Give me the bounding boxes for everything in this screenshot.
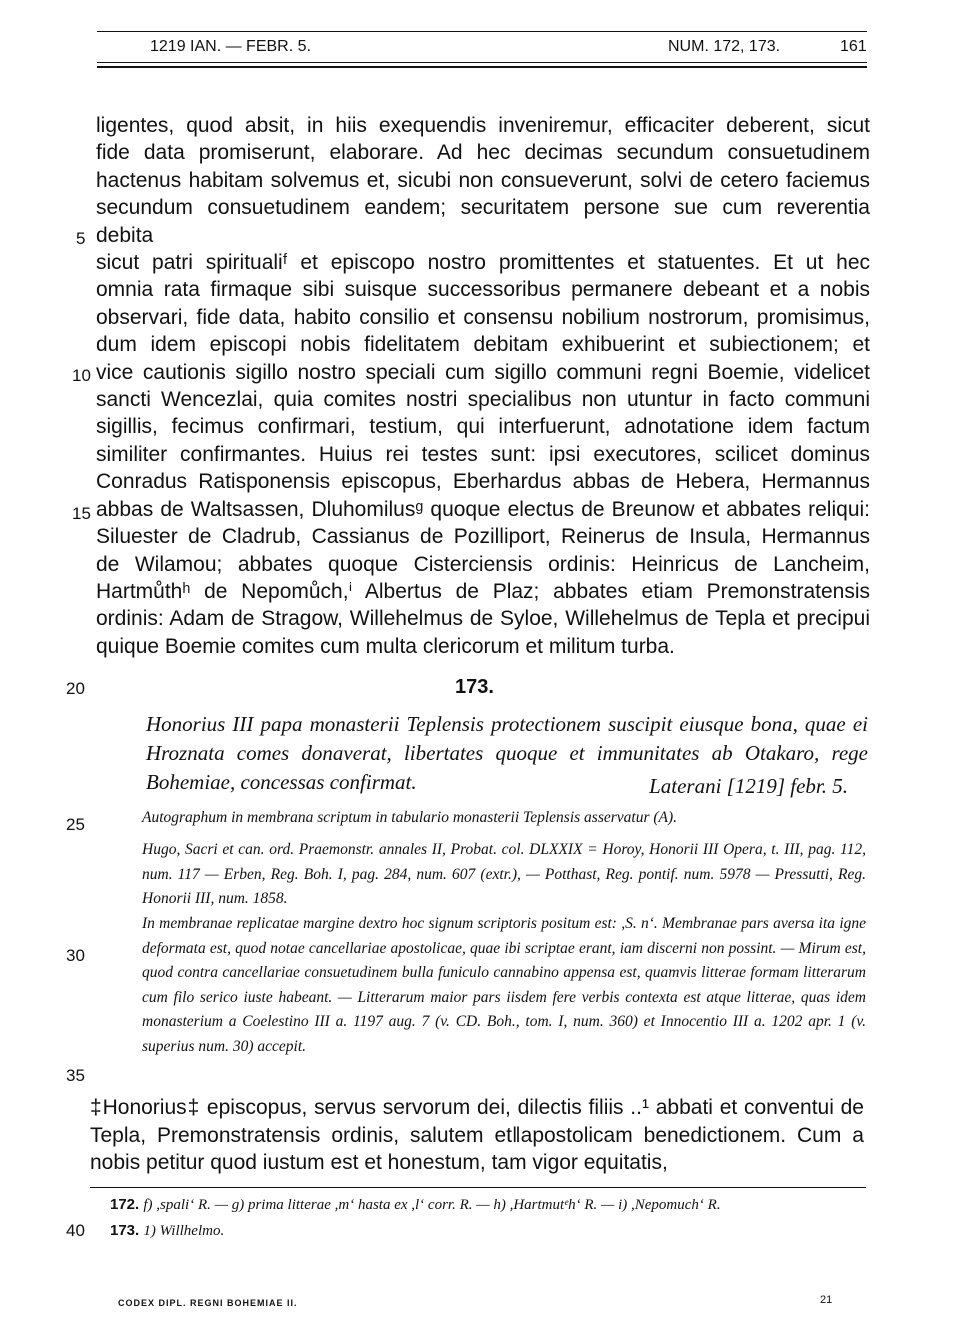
regest <box>146 710 868 797</box>
note-source <box>142 806 866 831</box>
body-line: hactenus habitam solvemus et, sicubi non consueverunt, solvi de cetero faciemus <box>96 168 870 192</box>
body-line: Hartmůthʰ de Nepomůch,ⁱ Albertus de Plaz; abbates etiam Premonstratensis <box>96 579 870 603</box>
body-line: ordinis: Adam de Stragow, Willehelmus de Syloe, Willehelmus de Tepla et precipui <box>96 607 870 631</box>
note-text: In membranae replicatae margine dextro hoc signum scriptoris positum est: ,S. n‘. Membranae pars aversa ita igne deformata est, quod notae cancellariae apostolicae, quae ibi scriptae erant, iam discerni non possint. — Mirum est, quod contra cancellariae consuetudinem bulla funiculo cannabino appensa est, quamvis litterae formam litterarum cum filo serico iuste habeant. — Litterarum maior pars iisdem fere verbis contexta est atque litterae, quas idem monasterium a Coelestino III a. 1197 aug. 7 (v. CD. Boh., tom. I, num. 360) et Innocentio III a. 1202 apr. 1 (v. superius num. 30) accepit. <box>142 915 866 1055</box>
footnote-text: 1) Willhelmo. <box>143 1223 225 1239</box>
body-line: fide data promiserunt, elaborare. Ad hec decimas secundum consuetudinem <box>96 141 870 165</box>
body-line: Conradus Ratisponensis episcopus, Eberhardus abbas de Hebera, Hermannus <box>96 470 870 494</box>
body-line: vice cautionis sigillo nostro speciali cum sigillo communi regni Boemie, videlicet <box>96 360 870 384</box>
line-number: 15 <box>72 504 91 523</box>
running-head-left: 1219 IAN. — FEBR. 5. <box>150 38 311 55</box>
header-rule-top <box>97 31 867 32</box>
footnotes <box>110 1192 866 1244</box>
line-number: 30 <box>66 946 85 965</box>
body-line: Siluester de Cladrub, Cassianus de Pozilliport, Reinerus de Insula, Hermannus <box>96 525 870 549</box>
body-line: ligentes, quod absit, in hiis exequendis inveniremur, efficaciter deberent, sicut <box>96 114 870 137</box>
note-editions <box>142 838 866 912</box>
body-line: dum idem episcopi nobis fidelitatem debitam exhibuerint et subiectionem; et <box>96 333 870 357</box>
footnote-rule <box>90 1187 866 1188</box>
line-number: 40 <box>66 1221 85 1240</box>
line-number: 35 <box>66 1066 85 1085</box>
body-line: de Wilamou; abbates quoque Cisterciensis ordinis: Heinricus de Lancheim, <box>96 552 870 576</box>
header-rule <box>97 62 867 63</box>
body-line: quique Boemie comites cum multa clericorum et militum turba. <box>96 634 675 658</box>
line-number: 5 <box>76 229 86 248</box>
body-line: sicut patri spiritualiᶠ et episcopo nostro promittentes et statuentes. Et ut hec <box>96 251 870 275</box>
footnote-label: 173. <box>110 1222 140 1239</box>
body-lines <box>96 112 870 660</box>
note-text: Hugo, Sacri et can. ord. Praemonstr. annales II, Probat. col. DLXXIX = Horoy, Honorii III Opera, t. III, pag. 112, num. 117 — Erben, Reg. Boh. I, pag. 284, num. 607 (extr.), — Potthast, Reg. pontif. num. 5978 — Pressutti, Reg. Honorii III, num. 1858. <box>142 841 866 907</box>
note-text: Autographum in membrana scriptum in tabulario monasterii Teplensis asservatur (A). <box>142 809 678 826</box>
regest-date: Laterani [1219] febr. 5. <box>649 774 848 798</box>
note-description <box>142 912 866 1059</box>
charter-text: ‡Honorius‡ episcopus, servus servorum dei, dilectis filiis ..¹ abbati et conventui de Tepla, Premonstratensis ordinis, salutem et‖apostolicam benedictionem. Cum a nobis petitur quod iustum est et honestum, tam vigor equitatis, <box>90 1096 864 1174</box>
body-line: abbas de Waltsassen, Dluhomilusᵍ quoque electus de Breunow et abbates reliqui: <box>96 497 870 521</box>
body-line: omnia rata firmaque sibi suisque successoribus permanere debeant et a nobis <box>96 278 870 302</box>
document-number: 173. <box>455 676 494 698</box>
header-rule-thick <box>97 66 867 68</box>
page-number: 161 <box>840 38 867 55</box>
line-number: 25 <box>66 815 85 834</box>
body-line: sancti Wencezlai, quia comites nostri specialibus non utuntur in facto communi <box>96 388 870 412</box>
signature-mark: CODEX DIPL. REGNI BOHEMIAE II. <box>118 1298 298 1308</box>
running-head-right: NUM. 172, 173. <box>668 38 781 55</box>
line-number: 20 <box>66 679 85 698</box>
sheet-number: 21 <box>820 1294 833 1306</box>
body-text <box>96 112 870 660</box>
footnote-text: f) ,spali‘ R. — g) prima litterae ,m‘ hasta ex ,l‘ corr. R. — h) ,Hartmutᵉh‘ R. — i) ,Nepomuch‘ R. <box>143 1197 721 1213</box>
body-line: similiter confirmantes. Huius rei testes sunt: ipsi executores, scilicet dominus <box>96 442 870 466</box>
body-line: secundum consuetudinem eandem; securitatem persone sue cum reverentia debita <box>96 196 870 247</box>
line-number: 10 <box>72 366 91 385</box>
body-line: observari, fide data, habito consilio et consensu nobilium nostrorum, promisimus, <box>96 305 870 329</box>
regest-text: Honorius III papa monasterii Teplensis protectionem suscipit eiusque bona, quae ei Hroznata comes donaverat, libertates quoque et immunitates ab Otakaro, rege Bohemiae, concessas confirmat. <box>146 712 868 794</box>
footnote-label: 172. <box>110 1196 140 1213</box>
body-line: sigillis, fecimus confirmari, testium, qui interfuerunt, adnotatione idem factum <box>96 415 870 439</box>
